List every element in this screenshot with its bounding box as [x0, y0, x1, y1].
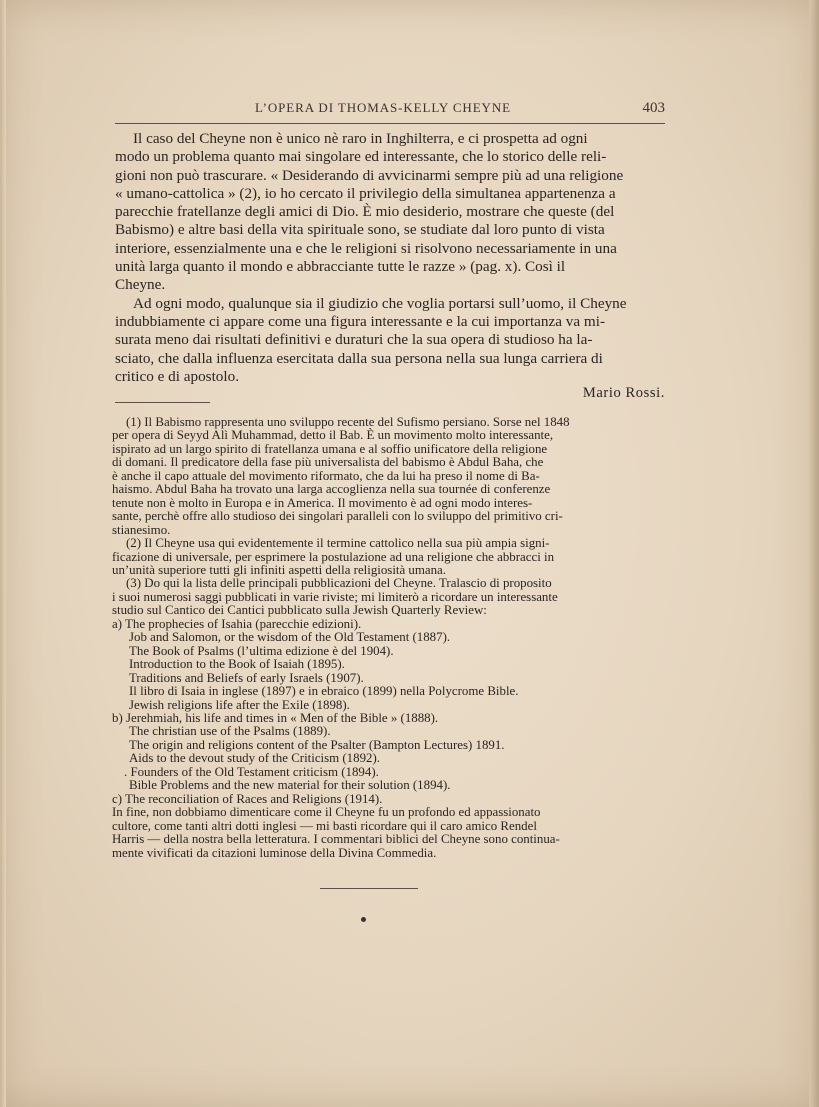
footnote-line: un’unità superiore tutti gli infiniti aspetti della religiosità umana.: [112, 562, 447, 577]
page-right-edge: [809, 0, 819, 1107]
bibliography-item: a) The prophecies of Isahia (parecchie edizioni).: [112, 616, 362, 631]
text-line: « umano-cattolica » (2), io ho cercato il privilegio della simultanea appartenenza a: [115, 184, 616, 202]
footnote-line: (2) Il Cheyne usa qui evidentemente il termine cattolico nella sua più ampia signi-: [126, 536, 550, 551]
footnote-line: mente vivificati da citazioni luminose della Divina Commedia.: [112, 845, 437, 860]
page-number: 403: [642, 100, 665, 116]
footnote-line: sante, perchè offre allo studioso dei singolari paralleli con lo sviluppo del primitivo cri-: [112, 509, 563, 524]
footnote-separator: [115, 402, 210, 403]
bibliography-item: . Founders of the Old Testament criticism (1894).: [124, 764, 379, 779]
running-head: L’OPERA DI THOMAS-KELLY CHEYNE: [255, 100, 511, 115]
bibliography-item: The origin and religions content of the Psalter (Bampton Lectures) 1891.: [129, 737, 505, 752]
text-line: Babismo) e altre basi della vita spirituale sono, se studiate dal loro punto di vista: [115, 221, 605, 239]
ink-dot: [361, 917, 366, 922]
footnote-line: haismo. Abdul Baha ha trovato una larga accoglienza nella sua tournée di conferenze: [112, 482, 551, 497]
footnote-line: di domani. Il predicatore della fase più universalista del babismo è Abdul Baha, che: [112, 455, 544, 470]
footnote-line: (3) Do qui la lista delle principali pubblicazioni del Cheyne. Tralascio di proposito: [126, 576, 552, 591]
text-line: critico e di apostolo.: [115, 367, 239, 385]
bibliography-item: b) Jerehmiah, his life and times in « Men of the Bible » (1888).: [112, 710, 439, 725]
bibliography-item: c) The reconciliation of Races and Religions (1914).: [112, 791, 383, 806]
bibliography-item: Introduction to the Book of Isaiah (1895).: [129, 657, 345, 672]
footnotes: [112, 416, 667, 860]
text-line: Il caso del Cheyne non è unico nè raro in Inghilterra, e ci prospetta ad ogni: [133, 130, 588, 147]
text-line: unità larga quanto il mondo e abbracciante tutte le razze » (pag. x). Così il: [115, 258, 566, 276]
bibliography-item: Aids to the devout study of the Criticism (1892).: [129, 751, 380, 766]
text-line: modo un problema quanto mai singolare ed interessante, che lo storico delle reli-: [115, 148, 607, 166]
footnote-line: studio sul Cantico dei Cantici pubblicato sulla Jewish Quarterly Review:: [112, 603, 487, 618]
text-line: surata meno dai risultati definitivi e duraturi che la sua opera di studioso ha la-: [115, 331, 593, 349]
text-line: Ad ogni modo, qualunque sia il giudizio che voglia portarsi sull’uomo, il Cheyne: [133, 294, 627, 312]
page-left-edge: [0, 0, 6, 1107]
bibliography-item: Jewish religions life after the Exile (1898).: [129, 697, 350, 712]
author-signature: Mario Rossi.: [582, 385, 665, 401]
header-rule: [115, 123, 665, 124]
footnote-line: In fine, non dobbiamo dimenticare come il Cheyne fu un profondo ed appassionato: [112, 805, 541, 820]
bibliography-item: The Book of Psalms (l’ultima edizione è del 1904).: [129, 643, 394, 658]
footnote-line: Harris — della nostra bella letteratura. I commentari biblici del Cheyne sono continua-: [112, 832, 560, 847]
footnote-line: tenute non è molto in Europa e in America. Il movimento è ad ogni modo interes-: [112, 495, 533, 510]
footnote-line: (1) Il Babismo rappresenta uno sviluppo recente del Sufismo persiano. Sorse nel 1848: [126, 415, 570, 429]
footnote-line: stianesimo.: [112, 522, 171, 537]
bibliography-item: The christian use of the Psalms (1889).: [129, 724, 331, 739]
bibliography-item: Il libro di Isaia in inglese (1897) e in ebraico (1899) nella Polycrome Bible.: [129, 684, 519, 699]
page-header: [115, 100, 665, 122]
footnote-line: per opera di Seyyd Alì Muhammad, detto il Bab. È un movimento molto interessante,: [112, 428, 554, 443]
bibliography-item: Traditions and Beliefs of early Israels (1907).: [129, 670, 364, 685]
bibliography-item: Job and Salomon, or the wisdom of the Old Testament (1887).: [129, 630, 451, 645]
text-line: sciato, che dalla influenza esercitata dalla sua persona nella sua lunga carriera di: [115, 349, 603, 367]
footnote-line: è anche il capo attuale del movimento riformato, che da lui ha preso il nome di Ba-: [112, 468, 540, 483]
paragraph-2: [115, 295, 665, 386]
text-line: gioni non può trascurare. « Desiderando di avvicinarmi sempre più ad una religione: [115, 166, 624, 184]
bibliography-item: Bible Problems and the new material for their solution (1894).: [129, 778, 451, 793]
text-line: indubbiamente ci appare come una figura interessante e la cui importanza va mi-: [115, 312, 606, 330]
end-rule: [320, 888, 418, 889]
footnote-line: cultore, come tanti altri dotti inglesi — mi basti ricordare qui il caro amico Rendel: [112, 818, 537, 833]
text-line: parecchie fratellanze degli amici di Dio. È mio desiderio, mostrare che queste (del: [115, 203, 615, 221]
text-line: Cheyne.: [115, 276, 166, 294]
text-line: interiore, essenzialmente una e che le religioni si risolvono necessariamente in una: [115, 239, 617, 257]
main-text: [115, 130, 665, 401]
footnote-line: i suoi numerosi saggi pubblicati in varie riviste; mi limiterò a ricordare un interessante: [112, 589, 558, 604]
footnote-line: ficazione di universale, per esprimere la postulazione ad una religione che abbracci in: [112, 549, 555, 564]
paragraph-1: [115, 130, 665, 295]
footnote-line: ispirato ad un largo spirito di fratellanza umana e al soffio unificatore della religione: [112, 441, 548, 456]
